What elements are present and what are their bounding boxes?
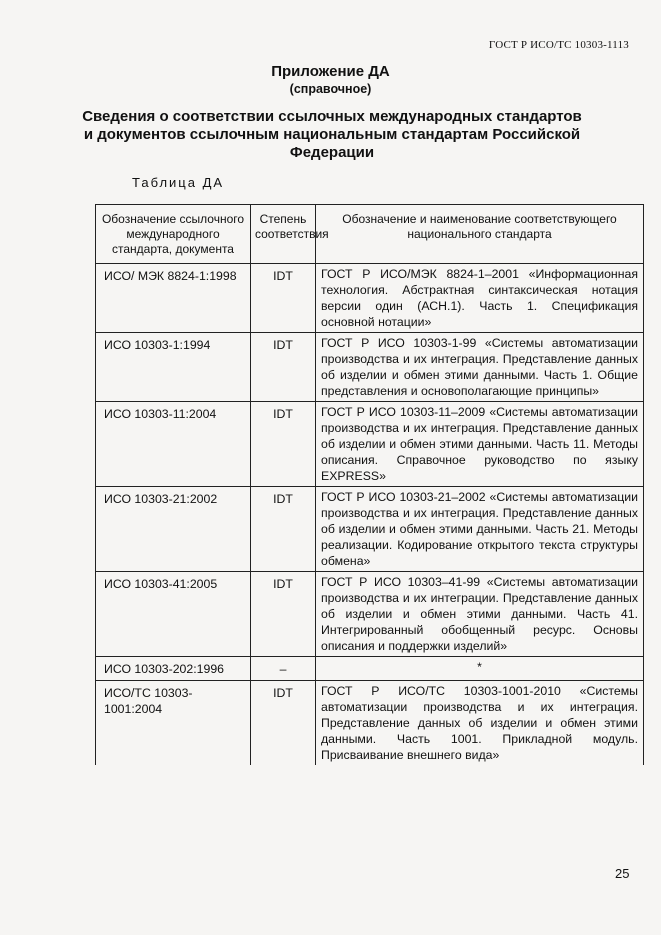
correspondence-table xyxy=(95,204,644,765)
table-row xyxy=(96,402,644,487)
degree-cell: IDT xyxy=(251,572,316,657)
standard-code-header: ГОСТ Р ИСО/ТС 10303-1113 xyxy=(488,39,629,51)
column-header-intl-standard: Обозначение ссылочного международного стандарта, документа xyxy=(96,205,251,264)
national-standard-cell: ГОСТ Р ИСО 10303–41-99 «Системы автоматизации производства и их интеграции. Представление данных об изделии и обмен этими данными. Часть 41. Интегрированный обобщенный ресурс. Основы описания и поддержки изделий» xyxy=(316,572,644,657)
table-row xyxy=(96,657,644,681)
intl-standard-cell: ИСО 10303-41:2005 xyxy=(96,572,251,657)
intl-standard-cell: ИСО 10303-1:1994 xyxy=(96,333,251,402)
table-row xyxy=(96,572,644,657)
degree-cell: IDT xyxy=(251,264,316,333)
annex-subtitle: (справочное) xyxy=(289,82,372,96)
intl-standard-cell: ИСО 10303-202:1996 xyxy=(96,657,251,681)
table-row xyxy=(96,487,644,572)
table-row xyxy=(96,333,644,402)
page-number: 25 xyxy=(615,866,630,881)
degree-cell: IDT xyxy=(251,681,316,766)
intl-standard-cell: ИСО 10303-11:2004 xyxy=(96,402,251,487)
degree-cell: IDT xyxy=(251,402,316,487)
national-standard-cell: * xyxy=(316,657,644,681)
section-title: Сведения о соответствии ссылочных международных стандартов и документов ссылочным национальным стандартам Российской Федерации xyxy=(82,108,582,161)
intl-standard-cell: ИСО/ТС 10303-1001:2004 xyxy=(96,681,251,766)
table-row xyxy=(96,264,644,333)
table-header-row xyxy=(96,205,644,264)
national-standard-cell: ГОСТ Р ИСО 10303-1-99 «Системы автоматизации производства и их интеграция. Представление данных об изделии и обмен этими данными. Часть 1. Общие представления и основополагающие принципы» xyxy=(316,333,644,402)
column-header-national-standard: Обозначение и наименование соответствующего национального стандарта xyxy=(316,205,644,264)
degree-cell: IDT xyxy=(251,333,316,402)
national-standard-cell: ГОСТ Р ИСО/ТС 10303-1001-2010 «Системы автоматизации производства и их интеграция. Представление данных об изделии и обмен этими данными. Часть 1001. Прикладной модуль. Присваивание внешнего вида» xyxy=(316,681,644,766)
intl-standard-cell: ИСО/ МЭК 8824-1:1998 xyxy=(96,264,251,333)
annex-title: Приложение ДА xyxy=(271,63,390,80)
column-header-degree: Степень соответствия xyxy=(251,205,316,264)
table-caption: Таблица ДА xyxy=(132,175,225,190)
intl-standard-cell: ИСО 10303-21:2002 xyxy=(96,487,251,572)
degree-cell: – xyxy=(251,657,316,681)
degree-cell: IDT xyxy=(251,487,316,572)
national-standard-cell: ГОСТ Р ИСО 10303-21–2002 «Системы автоматизации производства и их интеграция. Представление данных об изделии и обмен этими данными. Часть 21. Методы реализации. Кодирование открытого текста структуры обмена» xyxy=(316,487,644,572)
table-row xyxy=(96,681,644,766)
national-standard-cell: ГОСТ Р ИСО 10303-11–2009 «Системы автоматизации производства и их интеграция. Представление данных об изделии и обмен этими данными. Часть 11. Методы описания. Справочное руководство по языку EXPRESS» xyxy=(316,402,644,487)
national-standard-cell: ГОСТ Р ИСО/МЭК 8824-1–2001 «Информационная технология. Абстрактная синтаксическая нотация версии один (АСН.1). Часть 1. Спецификация основной нотации» xyxy=(316,264,644,333)
